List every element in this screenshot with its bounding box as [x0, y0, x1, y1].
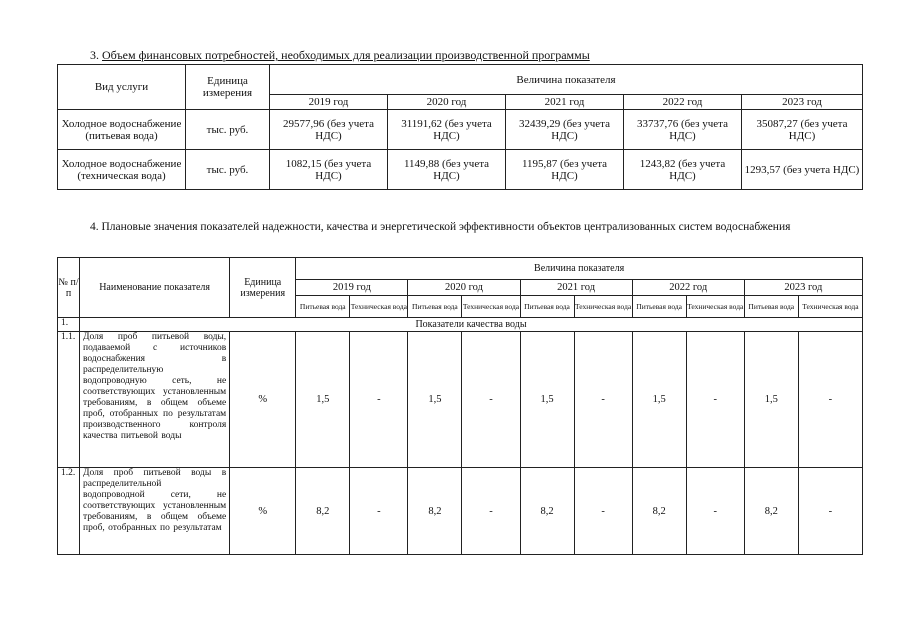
year-header: 2023 год [742, 95, 863, 110]
subheader-drinking: Питьевая вода [744, 296, 798, 318]
year-header: 2019 год [270, 95, 388, 110]
value-cell: 33737,76 (без учета НДС) [624, 110, 742, 150]
header-unit: Единица измерения [230, 258, 296, 318]
section3-title-prefix: 3. [90, 48, 102, 62]
subheader-drinking: Питьевая вода [632, 296, 686, 318]
subheader-drinking: Питьевая вода [408, 296, 462, 318]
group-label: Показатели качества воды [80, 318, 863, 332]
value-cell: 1149,88 (без учета НДС) [388, 150, 506, 190]
subheader-technical: Техническая вода [350, 296, 408, 318]
value-cell: 31191,62 (без учета НДС) [388, 110, 506, 150]
service-name: Холодное водоснабжение (питьевая вода) [58, 110, 186, 150]
year-header: 2020 год [388, 95, 506, 110]
year-header: 2022 год [624, 95, 742, 110]
indicator-name: Доля проб питьевой воды в распределительной водопроводной сети, не соответствующих установленным требованиям, в общем объеме проб, отобранных по результатам [83, 468, 227, 533]
service-name: Холодное водоснабжение (техническая вода) [58, 150, 186, 190]
year-header: 2023 год [744, 280, 862, 296]
header-value: Величина показателя [296, 258, 863, 280]
value-cell: 1082,15 (без учета НДС) [270, 150, 388, 190]
value-cell: 29577,96 (без учета НДС) [270, 110, 388, 150]
section3-title-text: Объем финансовых потребностей, необходимых для реализации производственной программы [102, 48, 590, 62]
value-cell: 1,5 [744, 332, 798, 468]
table-row [58, 332, 863, 468]
value-cell: 8,2 [296, 468, 350, 555]
value-cell: 1,5 [296, 332, 350, 468]
value-cell: 8,2 [408, 468, 462, 555]
value-cell: 35087,27 (без учета НДС) [742, 110, 863, 150]
financial-needs-table [57, 64, 863, 190]
group-row [58, 318, 863, 332]
subheader-technical: Техническая вода [462, 296, 520, 318]
value-cell: 8,2 [520, 468, 574, 555]
subheader-technical: Техническая вода [798, 296, 862, 318]
value-cell: - [686, 332, 744, 468]
header-unit: Единица измерения [186, 65, 270, 110]
value-cell: - [686, 468, 744, 555]
value-cell: - [462, 468, 520, 555]
unit-cell: тыс. руб. [186, 150, 270, 190]
table-row [58, 150, 863, 190]
value-cell: 8,2 [632, 468, 686, 555]
value-cell: 1293,57 (без учета НДС) [742, 150, 863, 190]
value-cell: - [798, 332, 862, 468]
row-num: 1.2. [58, 468, 80, 555]
value-cell: - [574, 332, 632, 468]
table-row [58, 110, 863, 150]
value-cell: 1,5 [520, 332, 574, 468]
subheader-drinking: Питьевая вода [296, 296, 350, 318]
unit-cell: % [230, 468, 296, 555]
value-cell: 8,2 [744, 468, 798, 555]
year-header: 2022 год [632, 280, 744, 296]
section3-title [90, 48, 590, 62]
value-cell: - [462, 332, 520, 468]
subheader-technical: Техническая вода [686, 296, 744, 318]
group-num: 1. [58, 318, 80, 332]
header-service: Вид услуги [58, 65, 186, 110]
indicator-name: Доля проб питьевой воды, подаваемой с источников водоснабжения в распределительную водопроводную сеть, не соответствующих установленным требованиям, в общем объеме проб, отобранных по результатам производственного контроля качества питьевой воды [80, 332, 230, 468]
value-cell: 1243,82 (без учета НДС) [624, 150, 742, 190]
section4-title: 4. Плановые значения показателей надежности, качества и энергетической эффективности объектов централизованных систем водоснабжения [90, 221, 791, 233]
year-header: 2019 год [296, 280, 408, 296]
header-num: № п/п [58, 258, 80, 318]
value-cell: - [574, 468, 632, 555]
value-cell: 1195,87 (без учета НДС) [506, 150, 624, 190]
value-cell: - [350, 468, 408, 555]
value-cell: - [350, 332, 408, 468]
row-num: 1.1. [58, 332, 80, 468]
year-header: 2021 год [520, 280, 632, 296]
header-name: Наименование показателя [80, 258, 230, 318]
indicator-name-cell [80, 468, 230, 555]
subheader-drinking: Питьевая вода [520, 296, 574, 318]
unit-cell: тыс. руб. [186, 110, 270, 150]
table-row [58, 468, 863, 555]
indicators-table [57, 257, 863, 555]
subheader-technical: Техническая вода [574, 296, 632, 318]
unit-cell: % [230, 332, 296, 468]
header-value: Величина показателя [270, 65, 863, 95]
value-cell: 1,5 [632, 332, 686, 468]
value-cell: 1,5 [408, 332, 462, 468]
value-cell: - [798, 468, 862, 555]
year-header: 2020 год [408, 280, 520, 296]
value-cell: 32439,29 (без учета НДС) [506, 110, 624, 150]
year-header: 2021 год [506, 95, 624, 110]
